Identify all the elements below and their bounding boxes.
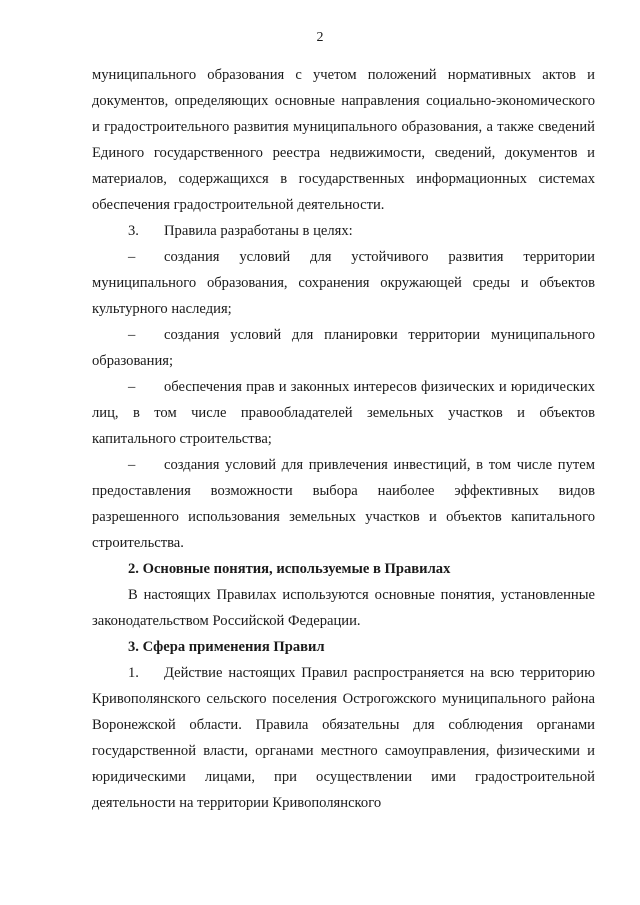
list-item-text: создания условий для привлечения инвестиций, в том числе путем предоставления возможности выбора наиболее эффективных видов разрешенного использования земельных участков и объектов капитального строительства. — [92, 457, 595, 551]
item-number: 3. — [128, 223, 139, 239]
list-item — [92, 322, 595, 374]
dash-marker: – — [128, 249, 136, 265]
list-item-text: обеспечения прав и законных интересов физических и юридических лиц, в том числе правообладателей земельных участков и объектов капитального строительства; — [92, 379, 595, 447]
section-heading: 2. Основные понятия, используемые в Правилах — [128, 561, 451, 577]
list-item — [92, 244, 595, 322]
dash-marker: – — [128, 457, 136, 473]
paragraph-text: Действие настоящих Правил распространяется на всю территорию Кривополянского сельского поселения Острогожского муниципального района Воронежской области. Правила обязательны для соблюдения органами государственной власти, органами местного самоуправления, физическими и юридическими лицами, при осуществлении ими градостроительной деятельности на территории Кривополянского — [92, 665, 595, 811]
page-number: 2 — [316, 30, 324, 45]
list-item-text: создания условий для устойчивого развития территории муниципального образования, сохранения окружающей среды и объектов культурного наследия; — [92, 249, 595, 317]
list-item — [92, 452, 595, 556]
paragraph-goals-intro — [92, 218, 595, 244]
item-number: 1. — [128, 665, 139, 681]
paragraph-continuation: муниципального образования с учетом положений нормативных актов и документов, определяющих основные направления социально-экономического и градостроительного развития муниципального образования, а также сведений Единого государственного реестра недвижимости, сведений, документов и материалов, содержащихся в государственных информационных системах обеспечения градостроительной деятельности. — [92, 67, 595, 213]
dash-marker: – — [128, 327, 136, 343]
paragraph-text: Правила разработаны в целях: — [164, 223, 353, 239]
list-item-text: создания условий для планировки территории муниципального образования; — [92, 327, 595, 369]
paragraph-definitions: В настоящих Правилах используются основные понятия, установленные законодательством Российской Федерации. — [92, 587, 595, 629]
section-heading: 3. Сфера применения Правил — [128, 639, 325, 655]
paragraph-scope — [92, 660, 595, 816]
document-body — [92, 62, 595, 816]
dash-marker: – — [128, 379, 136, 395]
list-item — [92, 374, 595, 452]
